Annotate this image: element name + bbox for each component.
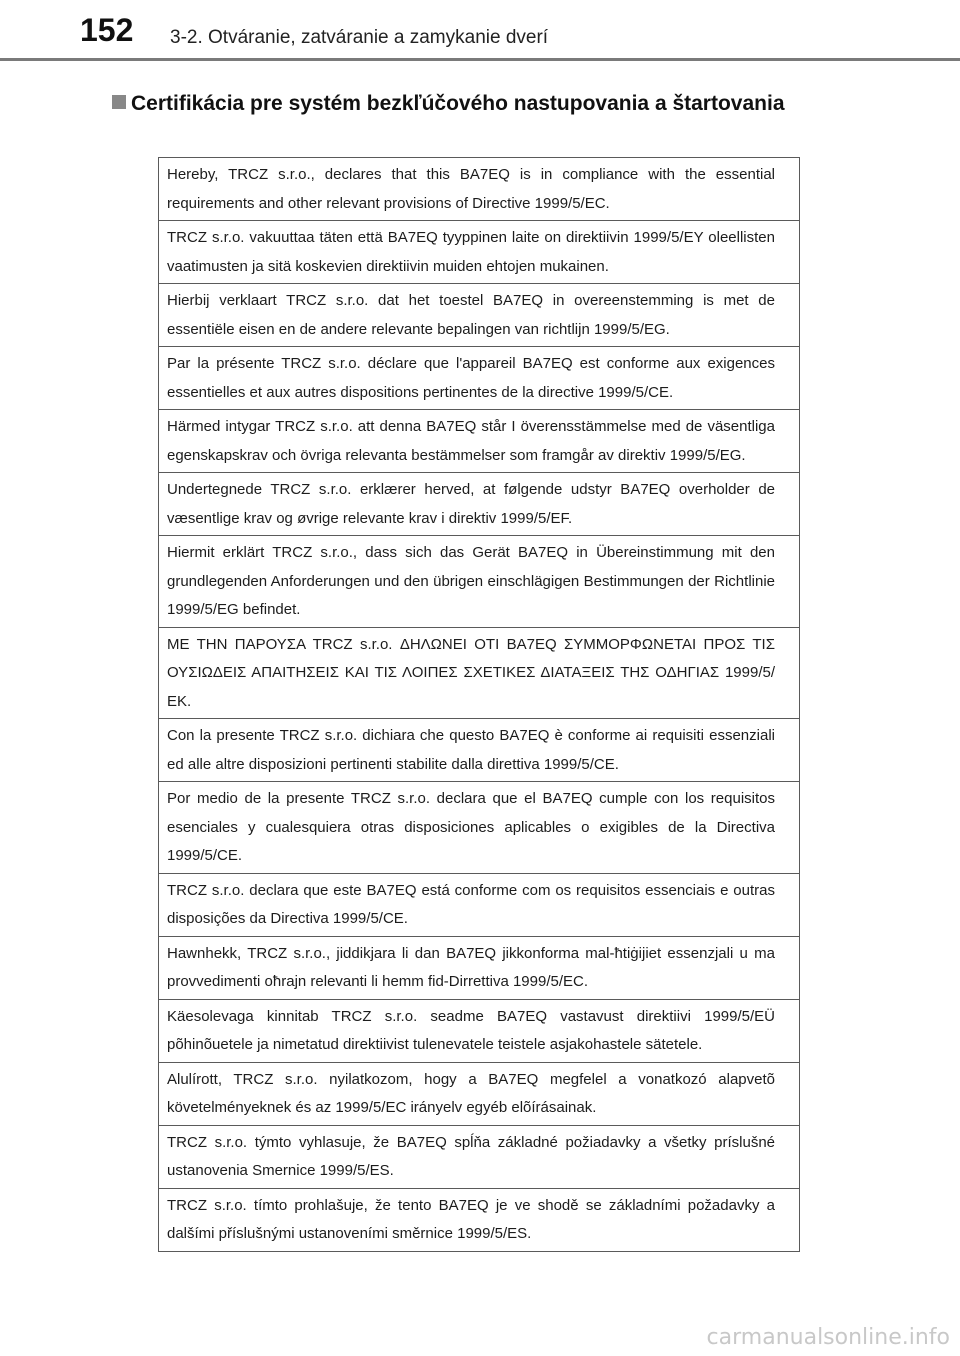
declaration-row-it: Con la presente TRCZ s.r.o. dichiara che questo BA7EQ è conforme ai requisiti essenziali ed alle altre disposizioni pertinenti stabilite dalla direttiva 1999/5/CE. xyxy=(159,719,799,782)
declaration-row-cs: TRCZ s.r.o. tímto prohlašuje, že tento BA7EQ je ve shodě se základními požadavky a dalšími příslušnými ustanoveními směrnice 1999/5/ES. xyxy=(167,1196,775,1242)
declaration-row-sv: Härmed intygar TRCZ s.r.o. att denna BA7EQ står I överensstämmelse med de väsentliga egenskapskrav och övriga relevanta bestämmelser som framgår av direktiv 1999/5/EG. xyxy=(159,410,799,473)
section-heading-text: Certifikácia pre systém bezkľúčového nastupovania a štartovania xyxy=(131,92,785,115)
declaration-row-es: Por medio de la presente TRCZ s.r.o. declara que el BA7EQ cumple con los requisitos esenciales y cualesquiera otras disposiciones aplicables o exigibles de la Directiva 1999/5/CE. xyxy=(159,782,799,874)
declaration-row-hu: Alulírott, TRCZ s.r.o. nyilatkozom, hogy a BA7EQ megfelel a vonatkozó alapvetõ követelményeknek és az 1999/5/EC irányelv egyéb elõírásainak. xyxy=(159,1063,799,1126)
declaration-row-el: ΜΕ ΤΗΝ ΠΑΡΟΥΣΑ TRCZ s.r.o. ΔΗΛΩΝΕΙ ΟΤΙ BA7EQ ΣΥΜΜΟΡΦΩΝΕΤΑΙ ΠΡΟΣ ΤΙΣ ΟΥΣΙΩΔΕΙΣ ΑΠΑΙΤΗΣΕΙΣ ΚΑΙ ΤΙΣ ΛΟΙΠΕΣ ΣΧΕΤΙΚΕΣ ΔΙΑΤΑΞΕΙΣ ΤΗΣ ΟΔΗΓΙΑΣ 1999/5/ΕΚ. xyxy=(159,628,799,720)
declaration-table xyxy=(158,157,800,1252)
watermark: carmanualsonline.info xyxy=(706,1325,950,1350)
declaration-row-pt: TRCZ s.r.o. declara que este BA7EQ está conforme com os requisitos essenciais e outras disposições da Directiva 1999/5/CE. xyxy=(159,874,799,937)
page-number: 152 xyxy=(80,12,134,48)
declaration-row-de: Hiermit erklärt TRCZ s.r.o., dass sich das Gerät BA7EQ in Übereinstimmung mit den grundlegenden Anforderungen und den übrigen einschlägigen Bestimmungen der Richtlinie 1999/5/EG befindet. xyxy=(159,536,799,628)
declaration-row-nl: Hierbij verklaart TRCZ s.r.o. dat het toestel BA7EQ in overeenstemming is met de essentiële eisen en de andere relevante bepalingen van richtlijn 1999/5/EG. xyxy=(159,284,799,347)
page-header xyxy=(0,0,960,80)
declaration-row-da: Undertegnede TRCZ s.r.o. erklærer herved, at følgende udstyr BA7EQ overholder de væsentlige krav og øvrige relevante krav i direktiv 1999/5/EF. xyxy=(159,473,799,536)
declaration-row-fi: TRCZ s.r.o. vakuuttaa täten että BA7EQ tyyppinen laite on direktiivin 1999/5/EY oleellisten vaatimusten ja sitä koskevien direktiivin muiden ehtojen mukainen. xyxy=(159,221,799,284)
header-rule xyxy=(0,58,960,61)
declaration-row-fr: Par la présente TRCZ s.r.o. déclare que l'appareil BA7EQ est conforme aux exigences essentielles et aux autres dispositions pertinentes de la directive 1999/5/CE. xyxy=(159,347,799,410)
section-heading xyxy=(112,91,785,117)
declaration-row-en: Hereby, TRCZ s.r.o., declares that this BA7EQ is in compliance with the essential requirements and other relevant provisions of Directive 1999/5/EC. xyxy=(159,158,799,221)
chapter-title: 3-2. Otváranie, zatváranie a zamykanie dverí xyxy=(170,27,549,48)
declaration-row-sk: TRCZ s.r.o. týmto vyhlasuje, že BA7EQ spĺňa základné požiadavky a všetky príslušné ustanovenia Smernice 1999/5/ES. xyxy=(159,1126,799,1189)
declaration-row-mt: Hawnhekk, TRCZ s.r.o., jiddikjara li dan BA7EQ jikkonforma mal-ħtiġijiet essenzjali u ma provvedimenti oħrajn relevanti li hemm fid-Dirrettiva 1999/5/EC. xyxy=(159,937,799,1000)
declaration-row-et: Käesolevaga kinnitab TRCZ s.r.o. seadme BA7EQ vastavust direktiivi 1999/5/EÜ põhinõuetele ja nimetatud direktiivist tulenevatele teistele asjakohastele sätetele. xyxy=(159,1000,799,1063)
heading-square-icon xyxy=(112,95,126,109)
